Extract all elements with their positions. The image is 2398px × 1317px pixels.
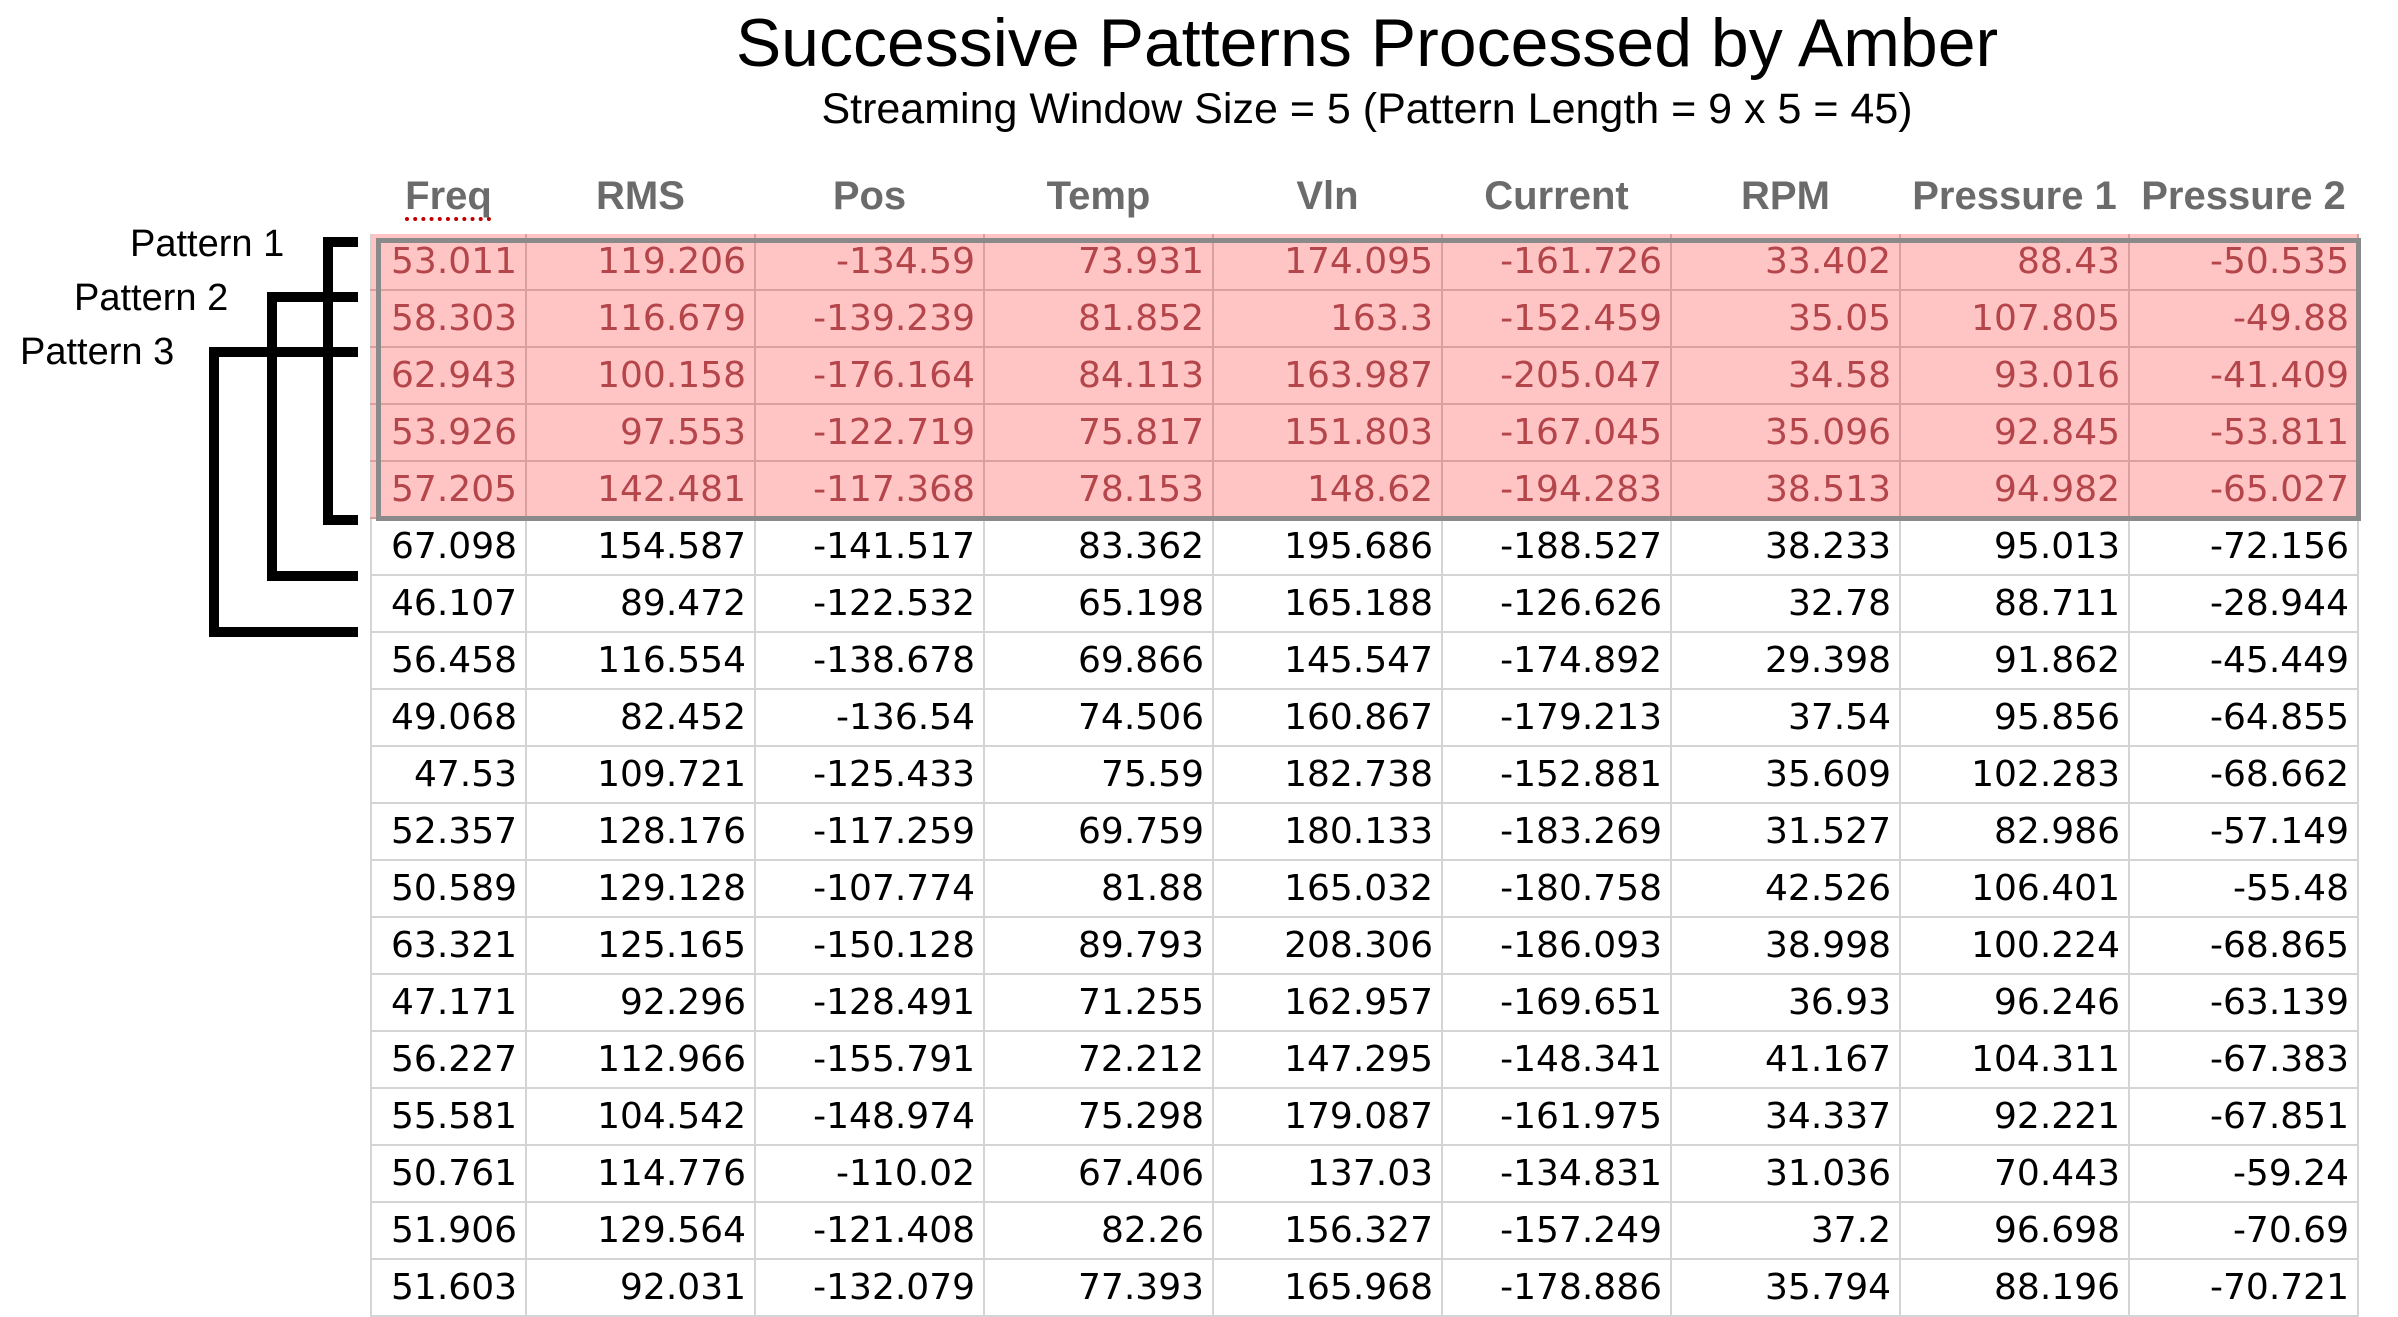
table-row — [371, 234, 2358, 290]
table-cell[interactable]: -152.881 — [1442, 746, 1671, 803]
table-cell[interactable]: 92.845 — [1900, 404, 2129, 461]
table-cell[interactable]: 38.513 — [1671, 461, 1900, 518]
table-cell[interactable]: -125.433 — [755, 746, 984, 803]
table-cell[interactable]: 37.54 — [1671, 689, 1900, 746]
table-cell[interactable]: -70.721 — [2129, 1259, 2358, 1316]
table-cell[interactable]: 51.603 — [371, 1259, 526, 1316]
table-cell[interactable]: -110.02 — [755, 1145, 984, 1202]
column-header-rpm[interactable]: RPM — [1741, 173, 1830, 218]
table-cell[interactable]: 145.547 — [1213, 632, 1442, 689]
table-cell[interactable]: 29.398 — [1671, 632, 1900, 689]
table-cell[interactable]: 67.098 — [371, 518, 526, 575]
table-cell[interactable]: 69.759 — [984, 803, 1213, 860]
table-cell[interactable]: 163.987 — [1213, 347, 1442, 404]
table-cell[interactable]: -178.886 — [1442, 1259, 1671, 1316]
table-cell[interactable]: -57.149 — [2129, 803, 2358, 860]
table-cell[interactable]: 70.443 — [1900, 1145, 2129, 1202]
table-cell[interactable]: 78.153 — [984, 461, 1213, 518]
table-cell[interactable]: 179.087 — [1213, 1088, 1442, 1145]
table-cell[interactable]: 82.26 — [984, 1202, 1213, 1259]
table-cell[interactable]: 82.452 — [526, 689, 755, 746]
table-cell[interactable]: -169.651 — [1442, 974, 1671, 1031]
table-cell[interactable]: -67.851 — [2129, 1088, 2358, 1145]
table-cell[interactable]: 36.93 — [1671, 974, 1900, 1031]
table-cell[interactable]: 81.88 — [984, 860, 1213, 917]
table-cell[interactable]: 88.711 — [1900, 575, 2129, 632]
table-cell[interactable]: 65.198 — [984, 575, 1213, 632]
table-cell[interactable]: 151.803 — [1213, 404, 1442, 461]
table-cell[interactable]: 69.866 — [984, 632, 1213, 689]
table-cell[interactable]: 31.527 — [1671, 803, 1900, 860]
table-cell[interactable]: 119.206 — [526, 234, 755, 290]
table-cell[interactable]: -59.24 — [2129, 1145, 2358, 1202]
table-row — [371, 860, 2358, 917]
table-cell[interactable]: 77.393 — [984, 1259, 1213, 1316]
column-header-temp[interactable]: Temp — [1046, 173, 1151, 218]
table-cell[interactable]: 208.306 — [1213, 917, 1442, 974]
table-cell[interactable]: 95.856 — [1900, 689, 2129, 746]
pattern-3-bracket — [214, 352, 358, 632]
table-cell[interactable]: -148.341 — [1442, 1031, 1671, 1088]
table-cell[interactable]: 165.032 — [1213, 860, 1442, 917]
table-row — [371, 404, 2358, 461]
table-cell[interactable]: 57.205 — [371, 461, 526, 518]
table-cell[interactable]: 147.295 — [1213, 1031, 1442, 1088]
table-cell[interactable]: 38.998 — [1671, 917, 1900, 974]
table-cell[interactable]: -68.865 — [2129, 917, 2358, 974]
pattern-2-label: Pattern 2 — [74, 277, 229, 319]
table-cell[interactable]: -157.249 — [1442, 1202, 1671, 1259]
table-cell[interactable]: -50.535 — [2129, 234, 2358, 290]
table-cell[interactable]: 165.968 — [1213, 1259, 1442, 1316]
table-cell[interactable]: 50.761 — [371, 1145, 526, 1202]
table-cell[interactable]: 148.62 — [1213, 461, 1442, 518]
table-cell[interactable]: -136.54 — [755, 689, 984, 746]
table-cell[interactable]: 33.402 — [1671, 234, 1900, 290]
column-header-freq[interactable]: Freq — [405, 173, 492, 218]
table-cell[interactable]: 82.986 — [1900, 803, 2129, 860]
table-cell[interactable]: 163.3 — [1213, 290, 1442, 347]
table-cell[interactable]: 35.609 — [1671, 746, 1900, 803]
table-cell[interactable]: 104.311 — [1900, 1031, 2129, 1088]
table-cell[interactable]: 38.233 — [1671, 518, 1900, 575]
column-header-pressure-2[interactable]: Pressure 2 — [2141, 173, 2346, 218]
table-cell[interactable]: 72.212 — [984, 1031, 1213, 1088]
table-cell[interactable]: 50.589 — [371, 860, 526, 917]
table-cell[interactable]: -134.831 — [1442, 1145, 1671, 1202]
table-cell[interactable]: 75.59 — [984, 746, 1213, 803]
table-cell[interactable]: 84.113 — [984, 347, 1213, 404]
table-cell[interactable]: -194.283 — [1442, 461, 1671, 518]
table-cell[interactable]: 53.926 — [371, 404, 526, 461]
pattern-1-label: Pattern 1 — [130, 223, 285, 265]
column-header-pos[interactable]: Pos — [832, 173, 907, 218]
column-header-pressure-1[interactable]: Pressure 1 — [1912, 173, 2117, 218]
table-row — [371, 1031, 2358, 1088]
table-cell[interactable]: -117.259 — [755, 803, 984, 860]
table-cell[interactable]: 56.227 — [371, 1031, 526, 1088]
table-cell[interactable]: 102.283 — [1900, 746, 2129, 803]
table-cell[interactable]: 95.013 — [1900, 518, 2129, 575]
table-cell[interactable]: -134.59 — [755, 234, 984, 290]
table-cell[interactable]: 162.957 — [1213, 974, 1442, 1031]
table-cell[interactable]: 49.068 — [371, 689, 526, 746]
table-cell[interactable]: 137.03 — [1213, 1145, 1442, 1202]
table-cell[interactable]: -41.409 — [2129, 347, 2358, 404]
table-cell[interactable]: -72.156 — [2129, 518, 2358, 575]
table-cell[interactable]: 75.298 — [984, 1088, 1213, 1145]
table-cell[interactable]: 46.107 — [371, 575, 526, 632]
table-row — [371, 803, 2358, 860]
table-cell[interactable]: -205.047 — [1442, 347, 1671, 404]
table-cell[interactable]: -188.527 — [1442, 518, 1671, 575]
table-cell[interactable]: -161.726 — [1442, 234, 1671, 290]
table-row — [371, 632, 2358, 689]
table-cell[interactable]: 97.553 — [526, 404, 755, 461]
table-cell[interactable]: -150.128 — [755, 917, 984, 974]
table-cell[interactable]: 93.016 — [1900, 347, 2129, 404]
table-cell[interactable]: 73.931 — [984, 234, 1213, 290]
table-cell[interactable]: 100.224 — [1900, 917, 2129, 974]
table-cell[interactable]: 88.196 — [1900, 1259, 2129, 1316]
table-cell[interactable]: 156.327 — [1213, 1202, 1442, 1259]
table-cell[interactable]: -180.758 — [1442, 860, 1671, 917]
column-header-current[interactable]: Current — [1484, 173, 1629, 218]
table-cell[interactable]: 89.793 — [984, 917, 1213, 974]
table-row — [371, 1202, 2358, 1259]
table-cell[interactable]: 92.221 — [1900, 1088, 2129, 1145]
table-cell[interactable]: -49.88 — [2129, 290, 2358, 347]
table-cell[interactable]: 160.867 — [1213, 689, 1442, 746]
table-cell[interactable]: 142.481 — [526, 461, 755, 518]
table-cell[interactable]: -107.774 — [755, 860, 984, 917]
table-cell[interactable]: -155.791 — [755, 1031, 984, 1088]
table-row — [371, 1088, 2358, 1145]
table-cell[interactable]: -53.811 — [2129, 404, 2358, 461]
table-row — [371, 518, 2358, 575]
table-cell[interactable]: 32.78 — [1671, 575, 1900, 632]
data-table — [370, 158, 2359, 1317]
table-cell[interactable]: -117.368 — [755, 461, 984, 518]
table-cell[interactable]: 154.587 — [526, 518, 755, 575]
table-cell[interactable]: -174.892 — [1442, 632, 1671, 689]
pattern-3-label: Pattern 3 — [20, 331, 175, 373]
table-cell[interactable]: 35.794 — [1671, 1259, 1900, 1316]
table-cell[interactable]: 71.255 — [984, 974, 1213, 1031]
table-cell[interactable]: 67.406 — [984, 1145, 1213, 1202]
table-cell[interactable]: 81.852 — [984, 290, 1213, 347]
table-row — [371, 974, 2358, 1031]
table-cell[interactable]: 58.303 — [371, 290, 526, 347]
table-cell[interactable]: -138.678 — [755, 632, 984, 689]
column-header-vln[interactable]: Vln — [1296, 173, 1359, 218]
table-cell[interactable]: 63.321 — [371, 917, 526, 974]
table-cell[interactable]: 89.472 — [526, 575, 755, 632]
table-cell[interactable]: 51.906 — [371, 1202, 526, 1259]
table-cell[interactable]: -148.974 — [755, 1088, 984, 1145]
table-cell[interactable]: 129.128 — [526, 860, 755, 917]
table-row — [371, 746, 2358, 803]
table-cell[interactable]: 195.686 — [1213, 518, 1442, 575]
table-cell[interactable]: 47.171 — [371, 974, 526, 1031]
table-cell[interactable]: 92.296 — [526, 974, 755, 1031]
table-cell[interactable]: 35.05 — [1671, 290, 1900, 347]
table-cell[interactable]: -63.139 — [2129, 974, 2358, 1031]
table-cell[interactable]: -65.027 — [2129, 461, 2358, 518]
page-subtitle: Streaming Window Size = 5 (Pattern Length = 9 x 5 = 45) — [821, 85, 1913, 133]
table-cell[interactable]: -64.855 — [2129, 689, 2358, 746]
table-cell[interactable]: -122.532 — [755, 575, 984, 632]
table-cell[interactable]: -167.045 — [1442, 404, 1671, 461]
table-cell[interactable]: -121.408 — [755, 1202, 984, 1259]
table-cell[interactable]: 112.966 — [526, 1031, 755, 1088]
table-cell[interactable]: 182.738 — [1213, 746, 1442, 803]
table-cell[interactable]: 96.246 — [1900, 974, 2129, 1031]
table-row — [371, 1259, 2358, 1316]
table-cell[interactable]: 174.095 — [1213, 234, 1442, 290]
table-cell[interactable]: 75.817 — [984, 404, 1213, 461]
table-cell[interactable]: -126.626 — [1442, 575, 1671, 632]
table-body — [371, 234, 2358, 1316]
table-cell[interactable]: -55.48 — [2129, 860, 2358, 917]
table-cell[interactable]: 34.337 — [1671, 1088, 1900, 1145]
table-cell[interactable]: 165.188 — [1213, 575, 1442, 632]
table-cell[interactable]: -68.662 — [2129, 746, 2358, 803]
pattern-2-bracket — [272, 297, 358, 576]
table-cell[interactable]: 116.554 — [526, 632, 755, 689]
table-cell[interactable]: -70.69 — [2129, 1202, 2358, 1259]
table-cell[interactable]: -45.449 — [2129, 632, 2358, 689]
table-cell[interactable]: 34.58 — [1671, 347, 1900, 404]
table-row — [371, 917, 2358, 974]
table-cell[interactable]: 62.943 — [371, 347, 526, 404]
table-cell[interactable]: -176.164 — [755, 347, 984, 404]
table-cell[interactable]: 37.2 — [1671, 1202, 1900, 1259]
table-cell[interactable]: 104.542 — [526, 1088, 755, 1145]
page-title: Successive Patterns Processed by Amber — [735, 5, 1999, 81]
table-cell[interactable]: 52.357 — [371, 803, 526, 860]
table-cell[interactable]: 180.133 — [1213, 803, 1442, 860]
table-cell[interactable]: 106.401 — [1900, 860, 2129, 917]
table-cell[interactable]: 83.362 — [984, 518, 1213, 575]
table-cell[interactable]: 88.43 — [1900, 234, 2129, 290]
table-row — [371, 575, 2358, 632]
table-cell[interactable]: 129.564 — [526, 1202, 755, 1259]
table-cell[interactable]: -183.269 — [1442, 803, 1671, 860]
header-row — [371, 158, 2358, 234]
table-cell[interactable]: 109.721 — [526, 746, 755, 803]
table-cell[interactable]: 116.679 — [526, 290, 755, 347]
column-header-rms[interactable]: RMS — [596, 173, 685, 218]
table-cell[interactable]: -122.719 — [755, 404, 984, 461]
table-cell[interactable]: 100.158 — [526, 347, 755, 404]
table-cell[interactable]: -186.093 — [1442, 917, 1671, 974]
table-cell[interactable]: 47.53 — [371, 746, 526, 803]
table-cell[interactable]: 96.698 — [1900, 1202, 2129, 1259]
table-cell[interactable]: 35.096 — [1671, 404, 1900, 461]
table-cell[interactable]: -132.079 — [755, 1259, 984, 1316]
table-cell[interactable]: 41.167 — [1671, 1031, 1900, 1088]
table-cell[interactable]: -128.491 — [755, 974, 984, 1031]
table-cell[interactable]: 91.862 — [1900, 632, 2129, 689]
table-cell[interactable]: 42.526 — [1671, 860, 1900, 917]
table-cell[interactable]: -152.459 — [1442, 290, 1671, 347]
table-cell[interactable]: 53.011 — [371, 234, 526, 290]
table-cell[interactable]: 128.176 — [526, 803, 755, 860]
table-cell[interactable]: 55.581 — [371, 1088, 526, 1145]
table-cell[interactable]: 56.458 — [371, 632, 526, 689]
table-cell[interactable]: 31.036 — [1671, 1145, 1900, 1202]
table-row — [371, 461, 2358, 518]
table-cell[interactable]: -161.975 — [1442, 1088, 1671, 1145]
table-cell[interactable]: -28.944 — [2129, 575, 2358, 632]
table-row — [371, 1145, 2358, 1202]
table-row — [371, 290, 2358, 347]
table-cell[interactable]: 114.776 — [526, 1145, 755, 1202]
table-cell[interactable]: 74.506 — [984, 689, 1213, 746]
pattern-1-bracket — [328, 242, 358, 520]
table-cell[interactable]: -67.383 — [2129, 1031, 2358, 1088]
table-cell[interactable]: -179.213 — [1442, 689, 1671, 746]
table-cell[interactable]: 107.805 — [1900, 290, 2129, 347]
table-cell[interactable]: 92.031 — [526, 1259, 755, 1316]
table-row — [371, 347, 2358, 404]
table-cell[interactable]: -141.517 — [755, 518, 984, 575]
table-cell[interactable]: -139.239 — [755, 290, 984, 347]
table-cell[interactable]: 125.165 — [526, 917, 755, 974]
table-cell[interactable]: 94.982 — [1900, 461, 2129, 518]
table-row — [371, 689, 2358, 746]
